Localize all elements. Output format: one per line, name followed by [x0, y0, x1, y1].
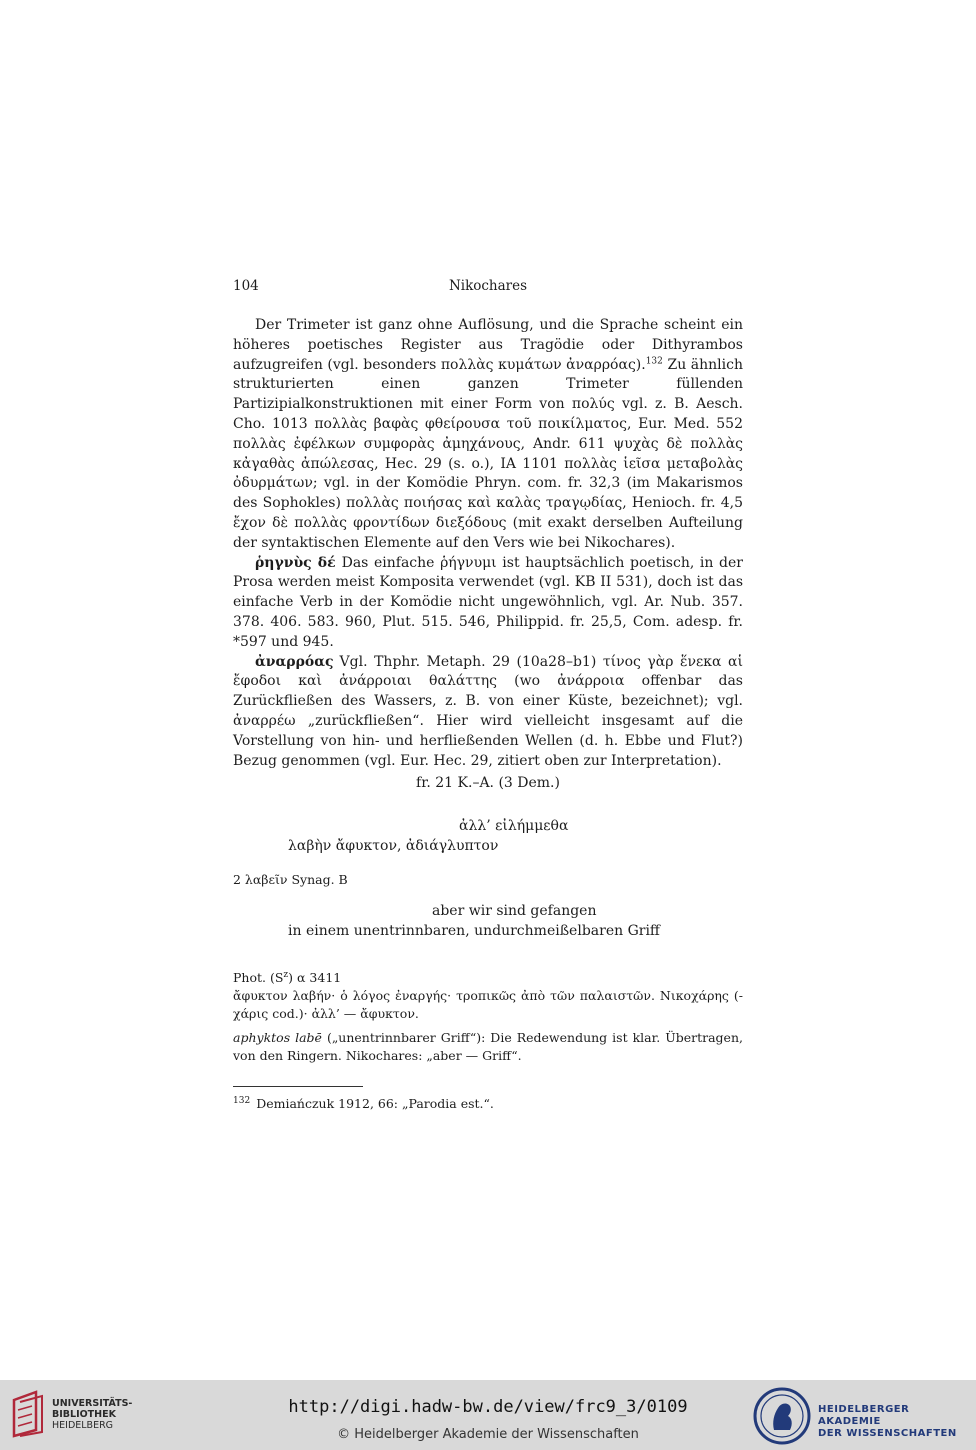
lemma-paragraph: ἀναρρόας Vgl. Thphr. Metaph. 29 (10a28–b1) τίνος γὰρ ἕνεκα αἱ ἔφοδοι καὶ ἀνάρροιαι θαλάττης (wo ἀνάρροια offenbar das Zurückfließen des Wassers, z. B. von einer Küste, bezeichnet); vgl. ἀναρρέω „zurückfließen“. Hier wird vielleicht insgesamt auf die Vorstellung von hin- und herfließenden Wellen (d. h. Ebbe und Flut?) Bezug genommen (vgl. Eur. Hec. 29, zitiert oben zur Interpretation). — [233, 653, 743, 769]
translation-line: aber wir sind gefangen — [432, 903, 597, 919]
fragment-title: fr. 21 K.–A. (3 Dem.) — [416, 775, 560, 791]
page-number: 104 — [233, 278, 259, 294]
academy-seal-icon — [752, 1386, 812, 1446]
testimonium-text: ἄφυκτον λαβήν· ὁ λόγος ἐναργής· τροπικῶς ἀπὸ τῶν παλαιστῶν. Νικοχάρης (-χάρις cod.)· ἀλλ’ — ἄφυκτον. — [233, 988, 743, 1021]
copyright-notice: © Heidelberger Akademie der Wissenschaften — [337, 1427, 639, 1442]
lemma-paragraph: ῥηγνὺς δέ Das einfache ῥήγνυμι ist hauptsächlich poetisch, in der Prosa werden meist Komposita verwendet (vgl. KB II 531), doch ist das einfache Verb in der Komödie nicht ungewöhnlich, vgl. Ar. Nub. 357. 378. 406. 583. 960, Plut. 515. 546, Philippid. fr. 25,5, Com. adesp. fr. *597 und 945. — [233, 554, 743, 650]
commentary-paragraph: Der Trimeter ist ganz ohne Auflösung, und die Sprache scheint ein höheres poetisches Register aus Tragödie oder Dithyrambos aufzugreifen (vgl. besonders πολλὰς κυμάτων ἀναρρόας).$^{132}$ Zu ähnlich strukturierten einen ganzen Trimeter füllenden Partizipialkonstruktionen mit einer Form von πολύς vgl. z. B. Aesch. Cho. 1013 πολλὰς βαφὰς φθείρουσα τοῦ ποικίλματος, Eur. Med. 552 πολλὰς ἐφέλκων συμφορὰς ἀμηχάνους, Andr. 611 ψυχὰς δὲ πολλὰς κἀγαθὰς ἀπώλεσας, Hec. 29 (s. o.), IA 1101 πολλὰς ἱεῖσα μεταβολὰς ὀδυρμάτων; vgl. in der Komödie Phryn. com. fr. 32,3 (im Makarismos des Sophokles) πολλὰς ποιήσας καὶ καλὰς τραγῳδίας, Henioch. fr. 4,5 ἔχον δὲ πολλὰς φροντίδων διεξόδους (mit exakt derselben Aufteilung der syntaktischen Elemente auf den Vers wie bei Nikochares). — [233, 317, 743, 551]
academy-logo[interactable]: HEIDELBERGER AKADEMIE DER WISSENSCHAFTEN — [752, 1386, 972, 1446]
running-title: Nikochares — [448, 278, 528, 294]
commentary-text — [233, 316, 743, 771]
footnote-divider — [233, 1086, 363, 1087]
footnote-ref[interactable]: 132 — [645, 355, 663, 366]
testimonium-source: Phot. $(S^z)$ α 3411 — [233, 969, 342, 985]
lemma: ῥηγνὺς δέ — [255, 554, 336, 571]
testimonium — [233, 969, 743, 1065]
translation-line: in einem unentrinnbaren, undurchmeißelbaren Griff — [288, 923, 660, 939]
footnote: $^{132}$ Demiańczuk 1912, 66: „Parodia est.“. — [233, 1095, 494, 1111]
testimonium-translation: aphyktos labē („unentrinnbarer Griff“): Die Redewendung ist klar. Übertragen, von den Ringern. Nikochares: „aber — Griff“. — [233, 1030, 743, 1063]
lemma: ἀναρρόας — [255, 653, 334, 670]
greek-verse-line: ἀλλ’ εἰλήμμεθα — [459, 818, 569, 834]
greek-verse-line: λαβὴν ἄφυκτον, ἀδιάγλυπτον — [288, 838, 499, 854]
university-library-logo[interactable]: UNIVERSITÄTS- BIBLIOTHEK HEIDELBERG — [10, 1388, 160, 1442]
critical-apparatus: 2 λαβεῖν Synag. B — [233, 872, 348, 887]
permalink-url[interactable]: http://digi.hadw-bw.de/view/frc9_3/0109 — [288, 1397, 688, 1417]
footnote-number: 132 — [233, 1095, 251, 1106]
